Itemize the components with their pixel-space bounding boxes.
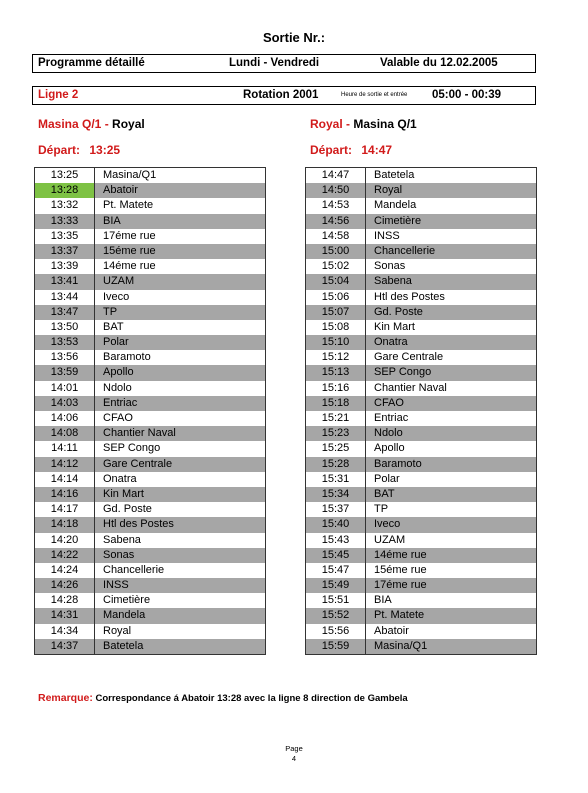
left-table-time: 14:17 <box>35 502 95 517</box>
left-table-row <box>35 335 265 350</box>
left-table-time: 14:28 <box>35 593 95 608</box>
left-table-stop: Entriac <box>103 396 138 409</box>
page-title: Sortie Nr.: <box>262 30 326 45</box>
program-valid: Valable du 12.02.2005 <box>380 57 498 69</box>
right-table-time: 15:00 <box>306 244 366 259</box>
right-table-row <box>306 229 536 244</box>
right-table-row <box>306 502 536 517</box>
left-table-row <box>35 548 265 563</box>
right-table-stop: Abatoir <box>374 624 409 637</box>
right-table-time: 15:31 <box>306 472 366 487</box>
right-table-stop: Iveco <box>374 518 401 531</box>
left-table-row <box>35 259 265 274</box>
right-table-stop: Ndolo <box>374 427 403 440</box>
right-table-time: 15:16 <box>306 381 366 396</box>
left-table-time: 13:35 <box>35 229 95 244</box>
left-table-time: 14:37 <box>35 639 95 654</box>
right-table-row <box>306 320 536 335</box>
left-table-time: 14:01 <box>35 381 95 396</box>
left-table-time: 14:12 <box>35 457 95 472</box>
left-table-stop: BAT <box>103 320 124 333</box>
left-table-row <box>35 198 265 213</box>
right-table-time: 14:58 <box>306 229 366 244</box>
right-table-stop: TP <box>374 503 389 516</box>
left-table-row <box>35 168 265 183</box>
right-table-time: 15:12 <box>306 350 366 365</box>
remark <box>38 692 408 704</box>
left-table-time: 13:32 <box>35 198 95 213</box>
left-table-row <box>35 350 265 365</box>
right-table-time: 14:47 <box>306 168 366 183</box>
right-table-row <box>306 487 536 502</box>
left-table-time: 13:41 <box>35 274 95 289</box>
left-table-row <box>35 639 265 654</box>
right-table-time: 15:08 <box>306 320 366 335</box>
remark-label: Remarque: <box>38 692 93 704</box>
left-table-time: 14:11 <box>35 441 95 456</box>
page-footer <box>0 744 588 764</box>
right-table-stop: Entriac <box>374 412 409 424</box>
right-table-row <box>306 290 536 305</box>
left-table-time: 13:56 <box>35 350 95 365</box>
left-table-row <box>35 608 265 623</box>
left-departure <box>38 143 120 157</box>
left-table-stop: Baramoto <box>103 351 151 364</box>
right-table-row <box>306 335 536 350</box>
left-route-sep: - <box>101 117 113 131</box>
left-table-row <box>35 214 265 229</box>
right-table-row <box>306 350 536 365</box>
right-route-from: Royal <box>310 117 343 131</box>
right-table-row <box>306 608 536 623</box>
left-table-row <box>35 578 265 593</box>
left-table-stop: Ndolo <box>103 381 132 394</box>
right-table-stop: Htl des Postes <box>374 290 445 303</box>
left-table-stop: Onatra <box>103 472 137 485</box>
left-table-row <box>35 624 265 639</box>
right-table-time: 15:52 <box>306 608 366 623</box>
left-table-row <box>35 411 265 426</box>
left-table-time: 14:18 <box>35 517 95 532</box>
left-table-row <box>35 502 265 517</box>
right-table-stop: Onatra <box>374 336 408 349</box>
right-table-row <box>306 305 536 320</box>
left-table-stop: Gare Centrale <box>103 457 173 470</box>
left-table-stop: INSS <box>103 579 129 592</box>
right-table-row <box>306 214 536 229</box>
left-table-stop: BIA <box>103 214 121 227</box>
program-label: Programme détaillé <box>38 57 145 69</box>
left-table-time: 14:24 <box>35 563 95 578</box>
right-table-time: 15:23 <box>306 426 366 441</box>
right-table-stop: Batetela <box>374 169 415 181</box>
right-table-time: 15:47 <box>306 563 366 578</box>
left-table-time: 13:47 <box>35 305 95 320</box>
right-table-row <box>306 198 536 213</box>
left-table-stop: 17éme rue <box>103 229 156 242</box>
left-table-stop: Htl des Postes <box>103 518 174 531</box>
right-table-time: 15:10 <box>306 335 366 350</box>
right-table-time: 15:18 <box>306 396 366 411</box>
right-table-row <box>306 593 536 608</box>
right-table-stop: Chancellerie <box>374 244 436 257</box>
right-table-row <box>306 168 536 183</box>
right-table-row <box>306 381 536 396</box>
left-table-row <box>35 487 265 502</box>
left-depart-time: 13:25 <box>89 143 121 157</box>
right-table-time: 15:40 <box>306 517 366 532</box>
left-table-row <box>35 441 265 456</box>
left-table-time: 13:53 <box>35 335 95 350</box>
left-table-time: 13:28 <box>35 183 95 198</box>
left-table-row <box>35 457 265 472</box>
remark-text: Correspondance á Abatoir 13:28 avec la ligne 8 direction de Gambela <box>95 693 408 704</box>
right-table-stop: Mandela <box>374 199 417 212</box>
hours-label: Heure de sortie et entrée <box>341 92 408 98</box>
left-table-time: 13:39 <box>35 259 95 274</box>
right-table-stop: SEP Congo <box>374 366 432 379</box>
right-table-row <box>306 259 536 274</box>
right-table-row <box>306 365 536 380</box>
left-table-stop: Sabena <box>103 533 141 546</box>
left-table-row <box>35 593 265 608</box>
left-table-stop: Cimetière <box>103 594 151 607</box>
line-bar <box>32 86 536 105</box>
left-table-time: 14:03 <box>35 396 95 411</box>
left-table-stop: Sonas <box>103 548 135 561</box>
right-table-row <box>306 183 536 198</box>
left-table-time: 14:26 <box>35 578 95 593</box>
left-table-row <box>35 396 265 411</box>
right-table-stop: Cimetière <box>374 214 422 227</box>
left-table-time: 14:34 <box>35 624 95 639</box>
left-table-time: 13:50 <box>35 320 95 335</box>
right-table-row <box>306 639 536 654</box>
left-table-row <box>35 290 265 305</box>
left-table-time: 13:44 <box>35 290 95 305</box>
right-table-stop: 17éme rue <box>374 579 427 592</box>
left-table-stop: 14éme rue <box>103 260 156 273</box>
hours-value: 05:00 - 00:39 <box>432 89 502 101</box>
right-departure <box>310 143 392 157</box>
right-table-stop: Baramoto <box>374 457 422 470</box>
left-table-stop: Abatoir <box>103 184 138 197</box>
left-table-stop: Iveco <box>103 290 130 303</box>
right-table-time: 14:53 <box>306 198 366 213</box>
right-table-time: 15:04 <box>306 274 366 289</box>
left-table-stop: Mandela <box>103 609 146 622</box>
left-table-row <box>35 563 265 578</box>
left-table-row <box>35 274 265 289</box>
right-table-stop: BIA <box>374 594 392 607</box>
right-table-row <box>306 244 536 259</box>
right-route-to: Masina Q/1 <box>353 117 417 131</box>
right-table-stop: Masina/Q1 <box>374 639 428 652</box>
right-table-stop: CFAO <box>374 396 404 409</box>
left-table-row <box>35 320 265 335</box>
right-table-row <box>306 426 536 441</box>
right-table-row <box>306 533 536 548</box>
right-table-stop: Gare Centrale <box>374 351 444 364</box>
right-table-stop: Pt. Matete <box>374 609 425 622</box>
right-table-time: 15:07 <box>306 305 366 320</box>
left-table-time: 14:20 <box>35 533 95 548</box>
left-table-row <box>35 533 265 548</box>
left-table-time: 13:25 <box>35 168 95 183</box>
left-route <box>38 117 145 131</box>
right-table-row <box>306 517 536 532</box>
right-route-sep: - <box>342 117 354 131</box>
left-table-row <box>35 365 265 380</box>
right-table-time: 15:51 <box>306 593 366 608</box>
right-table-stop: UZAM <box>374 533 406 546</box>
left-table-row <box>35 472 265 487</box>
right-table-stop: Polar <box>374 472 400 485</box>
right-table-row <box>306 274 536 289</box>
rotation-number: Rotation 2001 <box>243 89 319 101</box>
right-table-time: 14:50 <box>306 183 366 198</box>
left-table-stop: Pt. Matete <box>103 199 154 212</box>
right-table-stop: 14éme rue <box>374 548 427 561</box>
right-table-row <box>306 411 536 426</box>
right-table-stop: Sonas <box>374 260 406 273</box>
right-table-row <box>306 563 536 578</box>
left-table-stop: Polar <box>103 336 129 349</box>
right-table-row <box>306 472 536 487</box>
right-table-row <box>306 457 536 472</box>
left-table-stop: Chancellerie <box>103 563 165 576</box>
left-route-from: Masina Q/1 <box>38 117 102 131</box>
right-table-stop: Sabena <box>374 275 412 288</box>
left-table-stop: Royal <box>103 624 132 637</box>
left-table-row <box>35 183 265 198</box>
left-table-time: 14:14 <box>35 472 95 487</box>
left-table-time: 13:33 <box>35 214 95 229</box>
left-table-row <box>35 229 265 244</box>
right-table-row <box>306 396 536 411</box>
right-table-stop: BAT <box>374 487 395 500</box>
right-depart-label: Départ: <box>310 143 353 157</box>
right-table-stop: Gd. Poste <box>374 305 423 318</box>
right-timetable <box>305 167 537 655</box>
left-table-stop: Batetela <box>103 639 144 652</box>
left-table-row <box>35 426 265 441</box>
right-table-time: 15:28 <box>306 457 366 472</box>
right-table-time: 15:49 <box>306 578 366 593</box>
right-table-time: 15:34 <box>306 487 366 502</box>
page-label: Page <box>285 744 303 753</box>
left-route-to: Royal <box>112 117 145 131</box>
left-table-time: 14:16 <box>35 487 95 502</box>
left-timetable <box>34 167 266 655</box>
left-table-time: 13:59 <box>35 365 95 380</box>
right-table-row <box>306 578 536 593</box>
left-table-stop: Chantier Naval <box>103 427 176 440</box>
right-table-time: 15:45 <box>306 548 366 563</box>
left-table-stop: Kin Mart <box>103 487 144 500</box>
right-table-time: 15:37 <box>306 502 366 517</box>
left-table-time: 13:37 <box>35 244 95 259</box>
right-depart-time: 14:47 <box>361 143 393 157</box>
left-table-row <box>35 305 265 320</box>
right-table-row <box>306 548 536 563</box>
right-route <box>310 117 417 131</box>
right-table-stop: Apollo <box>374 442 405 455</box>
right-table-time: 15:02 <box>306 259 366 274</box>
left-table-stop: SEP Congo <box>103 442 161 455</box>
line-number: Ligne 2 <box>38 89 79 101</box>
right-table-row <box>306 441 536 456</box>
left-table-row <box>35 517 265 532</box>
right-table-stop: Chantier Naval <box>374 381 447 394</box>
left-table-time: 14:06 <box>35 411 95 426</box>
left-table-stop: UZAM <box>103 275 135 288</box>
left-table-stop: Gd. Poste <box>103 503 152 516</box>
left-table-stop: Masina/Q1 <box>103 169 157 181</box>
left-table-stop: 15éme rue <box>103 244 156 257</box>
program-days: Lundi - Vendredi <box>229 57 320 69</box>
left-table-time: 14:31 <box>35 608 95 623</box>
right-table-stop: INSS <box>374 229 400 242</box>
right-table-time: 15:06 <box>306 290 366 305</box>
right-table-time: 15:43 <box>306 533 366 548</box>
right-table-row <box>306 624 536 639</box>
right-table-time: 15:13 <box>306 365 366 380</box>
right-table-time: 14:56 <box>306 214 366 229</box>
left-table-row <box>35 381 265 396</box>
right-table-stop: 15éme rue <box>374 563 427 576</box>
right-table-stop: Kin Mart <box>374 320 415 333</box>
page-number: 4 <box>291 754 297 763</box>
left-table-row <box>35 244 265 259</box>
right-table-time: 15:21 <box>306 411 366 426</box>
right-table-time: 15:59 <box>306 639 366 654</box>
left-table-stop: TP <box>103 305 118 318</box>
left-depart-label: Départ: <box>38 143 81 157</box>
program-bar <box>32 54 536 73</box>
right-table-stop: Royal <box>374 184 403 197</box>
left-table-stop: Apollo <box>103 366 134 379</box>
left-table-stop: CFAO <box>103 412 133 424</box>
left-table-time: 14:08 <box>35 426 95 441</box>
right-table-time: 15:56 <box>306 624 366 639</box>
left-table-time: 14:22 <box>35 548 95 563</box>
right-table-time: 15:25 <box>306 441 366 456</box>
